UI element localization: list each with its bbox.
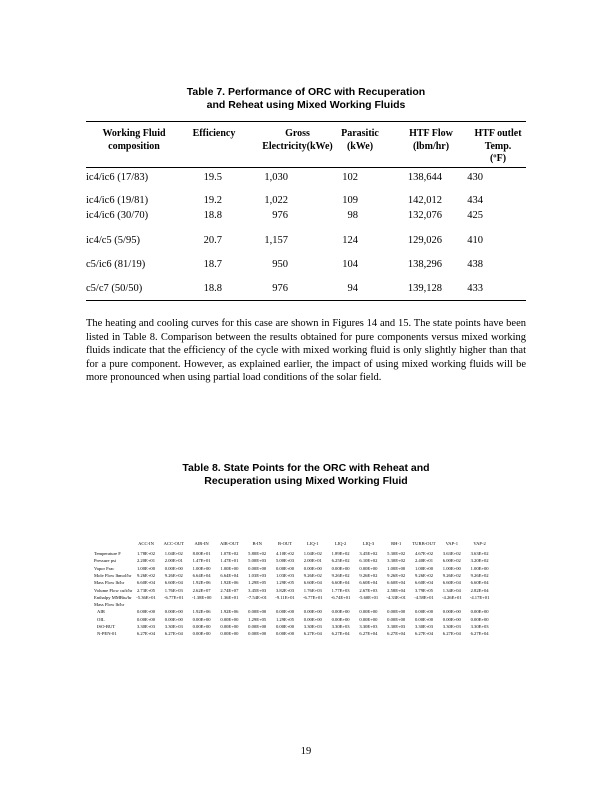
table7-row-label: ic4/ic6 (17/83) [86,172,149,183]
table8-cell: 5.00E+03 [248,558,267,564]
table7-col-header-line: (ºF) [489,153,507,164]
table7-cell: 976 [272,210,288,221]
body-paragraph: The heating and cooling curves for this case are shown in Figures 14 and 15. The state points have been listed in Table 8. Comparison between the results obtained for pure components versus mixed working fluids indicate that the efficiency of the cycle with mixed working fluid is only slightly higher than that for a pure component. However, as explained earlier, the impact of using mixed working fluids will be more pronounced when using partial load conditions of the solar field. [86,318,526,384]
table7-col-header [396,128,466,153]
table8-cell: 6.60E+04 [331,580,350,586]
table8-cell: 1.00E+00 [136,565,156,571]
table8-cell: -5.60E+01 [358,594,379,600]
table8-cell: 9.26E+02 [414,572,434,578]
table8-cell: 2.67E+03 [359,587,378,593]
table8-cell: 2.40E+01 [414,558,434,564]
table8-col-header: ACC-IN [138,541,154,546]
table8-cell: 9.26E+02 [164,572,183,578]
table8-row-label: Volume Flow cuft/hr [94,587,133,593]
table7-row-label: c5/c7 (50/50) [86,283,143,294]
table7-cell: 438 [467,259,483,270]
table7-cell: 18.8 [203,210,222,221]
table7-col-header-line: HTF outlet [474,128,522,139]
table8-row-label: Enthalpy MMBtu/hr [94,594,132,600]
table8-col-header: B-OUT [277,541,293,546]
table8-cell: 1.03E+03 [248,572,267,578]
table8-cell: 0.00E+00 [220,631,239,637]
table8-cell: -4.33E+01 [386,594,406,600]
table7-col-header-line: Efficiency [192,128,236,139]
table8-cell: -6.77E+01 [303,594,323,600]
table8-cell: 1.00E+00 [192,565,211,571]
table8-cell: 6.64E+04 [192,572,211,578]
table8-cell: 1.00E+00 [442,565,461,571]
table8-cell: 2.62E+07 [192,587,211,593]
table8-cell: -4.17E+01 [469,594,490,600]
table8-row-label: OIL [97,616,105,622]
table7-col-header [250,128,345,153]
table8-cell: 0.00E+00 [164,616,183,622]
table8-cell: 0.00E+00 [248,624,267,629]
table8-cell: 3.30E+03 [136,624,156,629]
table8-cell: 3.30E+03 [303,624,322,629]
table8-cell: 0.00E+00 [220,624,239,629]
table8-row-label: Mass Flow lb/hr [94,602,125,608]
table8-row-label: ISO-BUT [97,624,116,629]
table8-row-label: Temperature F [94,551,121,556]
table8-cell: 6.27E+04 [442,631,461,637]
table8-cell: 0.00E+00 [387,616,406,622]
table8-cell: 1.34E+04 [442,587,461,593]
table8-cell: 6.60E+04 [303,580,322,586]
table8-cell: 1.47E+01 [220,558,239,564]
table7-bottom-rule [86,300,526,301]
table8-cell: 6.60E+04 [442,580,461,586]
table7-col-header-line: Gross [285,128,310,139]
table8-row-label: N-PEN-01 [97,631,117,637]
table8-cell: 0.00E+00 [136,616,156,622]
table8-cell: 3.30E+02 [387,558,406,564]
table8-cell: 0.00E+00 [136,609,156,615]
table8-cell: 0.00E+00 [275,565,295,571]
table8-cell: 0.00E+00 [192,616,211,622]
table8-cell: 2.20E+01 [136,558,156,564]
table7-cell: 434 [467,195,483,206]
table7-col-header-line: Working Fluid [102,128,166,139]
table8-cell: 6.27E+04 [303,631,322,637]
table8-cell: 0.00E+00 [470,616,489,622]
table8-cell: 1.76E+03 [164,587,183,593]
table8-cell: 3.30E+03 [442,624,461,629]
table8-cell: 6.60E+04 [414,580,434,586]
table8-cell: 0.00E+00 [359,565,378,571]
table8-cell: -6.77E+01 [164,594,184,600]
table7-row-label: ic4/ic6 (30/70) [86,210,149,221]
table8-cell: 1.92E+06 [192,580,211,586]
table8-cell: 1.77E+03 [331,587,350,593]
table8-cell: 5.00E+03 [275,558,295,564]
table8-cell: 0.00E+00 [192,624,211,629]
table8-cell: 3.45E+03 [248,587,267,593]
table8-cell: 1.29E+05 [248,580,267,586]
table8-cell: 6.27E+04 [470,631,489,637]
page-number: 19 [300,746,312,757]
table7-cell: 430 [467,172,483,183]
table8-cell: 0.00E+00 [164,565,183,571]
table7-col-header-line: (kWe) [346,140,374,152]
table7-cell: 132,076 [407,210,442,221]
table8-cell: 3.82E+03 [275,587,295,593]
table8-cell: 3.45E+02 [359,551,378,556]
table7-cell: 410 [467,235,483,246]
table7-col-header [184,128,244,141]
table8-cell: 0.00E+00 [331,565,350,571]
table8-cell: 9.26E+02 [359,572,378,578]
table8-cell: 6.60E+04 [136,580,156,586]
table8-cell: 1.36E+01 [220,594,239,600]
table8-cell: -5.36E+01 [136,594,156,600]
table8-cell: 6.27E+04 [136,631,156,637]
table8-col-header: VAP-2 [473,541,486,546]
table7-col-header-line: Parasitic [341,128,379,139]
table8-cell: 1.00E+00 [470,565,489,571]
table7-cell: 18.7 [203,259,222,270]
table8-cell: 0.00E+00 [248,631,267,637]
table7-col-header-line: HTF Flow [409,128,453,139]
table8-cell: 0.00E+00 [359,616,378,622]
table8-cell: 6.27E+04 [414,631,434,637]
table8-cell: 0.00E+00 [303,609,322,615]
table7-row-label: ic4/c5 (5/95) [86,235,140,246]
table7-cell: 20.7 [203,235,222,246]
table8-cell: 3.30E+03 [331,624,350,629]
table8-cell: 2.58E+04 [387,587,406,593]
table7-cell: 102 [342,172,358,183]
table8-cell: 3.20E+02 [470,558,489,564]
table8-cell: 1.03E+03 [275,572,295,578]
table8-cell: 1.76E+03 [303,587,322,593]
table8-cell: 0.00E+00 [359,609,378,615]
table7-row-label: c5/ic6 (81/19) [86,259,146,270]
table7-title [0,86,612,112]
table7-cell: 18.8 [203,283,222,294]
table8-cell: 0.00E+00 [220,616,239,622]
table8-cell: 1.89E+02 [331,551,350,556]
table8-cell: 0.00E+00 [331,609,350,615]
table8-cell: 1.47E+01 [192,558,211,564]
table8-cell: 6.27E+04 [387,631,406,637]
table7-title-line2: and Reheat using Mixed Working Fluids [206,99,406,111]
table7-title-line1: Table 7. Performance of ORC with Recuperation [186,86,426,98]
table8-cell: 9.26E+02 [303,572,322,578]
table8-cell: -4.26E+01 [442,594,462,600]
table7-cell: 950 [272,259,288,270]
table8-cell: 2.00E+01 [164,558,183,564]
table8-cell: 1.92E+06 [192,609,211,615]
table8-col-header: AIR-OUT [219,541,239,546]
table8-cell: 0.00E+00 [414,616,434,622]
table8-cell: 3.63E+02 [442,551,461,556]
table8-cell: 1.04E+02 [164,551,183,556]
table8-cell: 1.07E+02 [220,551,239,556]
table7-cell: 425 [467,210,483,221]
table7-cell: 19.5 [203,172,222,183]
table7-cell: 94 [347,283,358,294]
table8-cell: 0.00E+00 [192,631,211,637]
table8-cell: -1.38E+00 [191,594,212,600]
table8-cell: 6.00E+02 [442,558,461,564]
table8-col-header: AIR-IN [194,541,209,546]
table8-row-label: Mole Flow lbmol/hr [94,572,132,578]
table7-row-label: ic4/ic6 (19/81) [86,195,149,206]
table7-cell: 1,157 [264,235,288,246]
table8-col-header: LIQ-1 [307,541,319,546]
table8-cell: 2.73E+05 [136,587,156,593]
table7-cell: 138,644 [407,172,442,183]
table8-col-header: B-IN [252,541,262,546]
table8-cell: 0.00E+00 [331,616,350,622]
table7-cell: 433 [467,283,483,294]
table7-col-header [464,128,532,166]
table8-cell: 1.04E+02 [303,551,322,556]
table8-col-header: RH-1 [391,541,402,546]
table7-col-header-line: Temp. [484,140,512,152]
table8-cell: 1.00E+00 [414,565,434,571]
table8-cell: 9.26E+02 [387,572,406,578]
table8-cell: 0.00E+00 [275,631,295,637]
table8-cell: 0.00E+00 [303,616,322,622]
table8-cell: 4.67E+02 [414,551,434,556]
table8-cell: 3.79E+05 [414,587,434,593]
table8-col-header: LIQ-3 [362,541,375,546]
table8-col-header: LIQ-2 [334,541,347,546]
table8-title-line2: Recuperation using Mixed Working Fluid [204,475,408,487]
table8-cell: 0.00E+00 [303,565,322,571]
table8-cell: 0.00E+00 [470,609,489,615]
table8-cell: 0.00E+00 [442,609,461,615]
table8-cell: 3.30E+03 [470,624,489,629]
table8-cell: 0.00E+00 [275,624,295,629]
table8-cell: 1.92E+06 [220,609,239,615]
table8-cell: 1.29E+05 [275,580,295,586]
table8-cell: 9.26E+02 [470,572,489,578]
table7-cell: 1,022 [264,195,288,206]
table8-cell: 6.27E+04 [359,631,378,637]
table8-cell: 5.30E+02 [387,551,406,556]
table8-row-label: AIR [97,609,105,615]
table7-cell: 19.2 [203,195,222,206]
table8-cell: 2.82E+04 [470,587,489,593]
table7-cell: 104 [342,259,358,270]
table8-cell: 4.10E+02 [275,551,295,556]
table8-cell: -6.74E+01 [330,594,351,600]
table8-row-label: Pressure psi [94,558,117,564]
table8-title-line1: Table 8. State Points for the ORC with Reheat and [182,462,430,474]
table8-cell: 0.00E+00 [248,565,267,571]
table7-cell: 129,026 [407,235,442,246]
table8-col-header: ACC-OUT [163,541,184,546]
table8-cell: 0.00E+00 [164,609,183,615]
table8-cell: 6.60E+04 [359,580,378,586]
table8-cell: 8.00E+01 [192,551,211,556]
table8-cell: 2.00E+01 [303,558,322,564]
table8-cell: 6.27E+04 [164,631,183,637]
table8-cell: 0.00E+00 [248,609,267,615]
table8-cell: 0.00E+00 [414,609,434,615]
table8-cell: 9.26E+02 [331,572,350,578]
table8-cell: 6.60E+04 [164,580,183,586]
table7-cell: 109 [342,195,358,206]
table8-cell: -7.54E+01 [247,594,267,600]
table8-cell: 1.00E+00 [387,565,406,571]
table8-cell: 0.00E+00 [387,609,406,615]
table7-cell: 142,012 [407,195,442,206]
table7-cell: 976 [272,283,288,294]
table7-col-header-line: composition [108,140,160,152]
table8-cell: 1.00E+00 [220,565,239,571]
table8-col-header: VAP-1 [445,541,459,546]
table7-header-rule [86,167,526,168]
table8-cell: 6.25E+02 [331,558,350,564]
table8-cell: 6.60E+04 [470,580,489,586]
table8-cell: 0.00E+00 [442,616,461,622]
table8-cell: 3.30E+03 [164,624,183,629]
table8-cell: 6.60E+04 [387,580,406,586]
table8-cell: 3.30E+03 [359,624,378,629]
table7-cell: 138,296 [407,259,442,270]
table8-row-label: Mass Flow lb/hr [94,580,125,586]
table8-cell: 6.27E+04 [331,631,350,637]
table7-cell: 139,128 [407,283,442,294]
table7-cell: 98 [347,210,358,221]
table8-cell: 6.10E+02 [359,558,378,564]
table8-title [0,462,612,488]
table7-col-header [84,128,184,153]
table8-cell: 6.64E+04 [220,572,239,578]
table8-cell: 5.80E+02 [248,551,267,556]
table8-cell: 1.92E+06 [220,580,239,586]
table7-cell: 1,030 [264,172,288,183]
table8-cell: -9.11E+01 [275,594,295,600]
table7-col-header-line: Electricity(kWe) [262,140,333,152]
table8-cell: 0.00E+00 [275,609,295,615]
table8-cell: -4.58E+01 [414,594,434,600]
table8-cell: 2.74E+07 [220,587,239,593]
table8-cell: 9.26E+02 [442,572,461,578]
table8-cell: 1.29E+05 [248,616,267,622]
table7-col-header-line: (lbm/hr) [412,140,450,152]
table8-cell: 3.30E+03 [414,624,434,629]
table7-top-rule [86,121,526,122]
table8-cell: 3.63E+02 [470,551,489,556]
table8-col-header: TURB-OUT [412,541,436,546]
table8-cell: 3.30E+03 [387,624,406,629]
table7-col-header [335,128,385,153]
table8-cell: 1.29E+05 [275,616,295,622]
table7-cell: 124 [342,235,358,246]
table8-cell: 1.78E+02 [136,551,156,556]
table8-row-label: Vapor Frac [94,565,115,571]
table8-cell: 9.26E+02 [136,572,156,578]
